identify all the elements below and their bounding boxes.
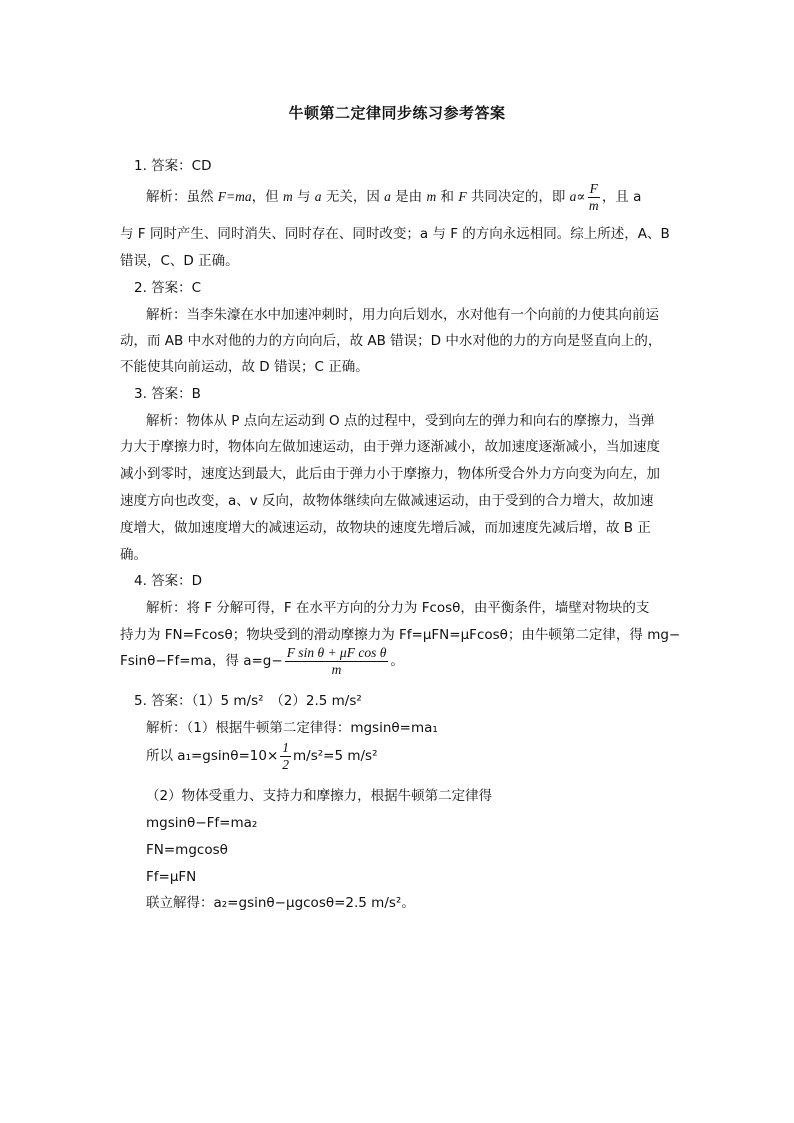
- q4-explanation-line-2: 持力为 FN=Fcosθ；物块受到的滑动摩擦力为 Ff=μFN=μFcosθ；由牛顿第二定律，得 mg−: [120, 627, 681, 643]
- q5-result: 联立解得：a₂=gsinθ−μgcosθ=2.5 m/s²。: [146, 895, 415, 911]
- q3-explanation-line-6: 确。: [120, 547, 147, 563]
- q4-fraction: $\frac{\text{F sin θ + μF cos θ}}{m}$: [286, 645, 387, 677]
- q4-explanation-line-3: Fsinθ−Ff=ma，得 a=g− $\frac{\text{F sin θ + μF cos θ}}{m}$ 。: [120, 645, 404, 677]
- q1-explanation-line-3: 错误，C、D 正确。: [120, 253, 239, 269]
- q2-explanation-line-3: 不能使其向前运动，故 D 错误；C 正确。: [120, 359, 369, 375]
- q5-equation-3: Ff=μFN: [146, 869, 197, 885]
- q3-explanation-line-3: 减小到零时，速度达到最大，此后由于弹力小于摩擦力，物体所受合外力方向变为向左，加: [120, 466, 660, 482]
- q3-explanation-line-4: 速度方向也改变，a、v 反向，故物体继续向左做减速运动，由于受到的合力增大，故加速: [120, 493, 654, 509]
- q5-answer: 5. 答案：（1）5 m/s² （2）2.5 m/s²: [134, 693, 362, 709]
- q4-answer: 4. 答案：D: [134, 573, 203, 589]
- q5-explanation-line-2: 所以 a₁=gsinθ=10× $\frac{1}{2}$ m/s²=5 m/s²: [146, 740, 378, 772]
- q1-explanation-line-2: 与 F 同时产生、同时消失、同时存在、同时改变；a 与 F 的方向永远相同。综上所述，A、B: [120, 226, 670, 242]
- q5-explanation-line-1: 解析：（1）根据牛顿第二定律得：mgsinθ=ma₁: [146, 720, 438, 736]
- q2-explanation-line-2: 动，而 AB 中水对他的力的方向向后，故 AB 错误；D 中水对他的力的方向是竖直向上的，: [120, 333, 662, 349]
- q3-answer: 3. 答案：B: [134, 386, 201, 402]
- q5-equation-1: mgsinθ−Ff=ma₂: [146, 815, 258, 831]
- q5-explanation-line-3: （2）物体受重力、支持力和摩擦力，根据牛顿第二定律得: [146, 788, 493, 804]
- q3-explanation-line-5: 度增大，做加速度增大的减速运动，故物块的速度先增后减，而加速度先减后增，故 B 正: [120, 520, 651, 536]
- q1-answer: 1. 答案：CD: [134, 158, 212, 174]
- q1-fraction: $\frac{F}{m}$: [588, 181, 599, 213]
- q3-explanation-line-2: 力大于摩擦力时，物体向左做加速运动，由于弹力逐渐减小，故加速度逐渐减小，当加速度: [120, 439, 660, 455]
- q2-explanation-line-1: 解析：当李朱濠在水中加速冲刺时，用力向后划水，水对他有一个向前的力使其向前运: [146, 307, 659, 323]
- q5-equation-2: FN=mgcosθ: [146, 842, 228, 858]
- q3-explanation-line-1: 解析：物体从 P 点向左运动到 O 点的过程中，受到向左的弹力和向右的摩擦力，当弹: [146, 413, 655, 429]
- q2-answer: 2. 答案：C: [134, 280, 202, 296]
- page-title: 牛顿第二定律同步练习参考答案: [288, 104, 506, 122]
- q5-fraction: $\frac{1}{2}$: [282, 740, 290, 772]
- q1-explanation-line-1: 解析：虽然 F=ma，但 m 与 a 无关，因 a 是由 m 和 F 共同决定的，即 a∝ $\frac{F}{m}$ ，且 a: [146, 181, 642, 213]
- q4-explanation-line-1: 解析：将 F 分解可得，F 在水平方向的分力为 Fcosθ，由平衡条件，墙壁对物块的支: [146, 600, 650, 616]
